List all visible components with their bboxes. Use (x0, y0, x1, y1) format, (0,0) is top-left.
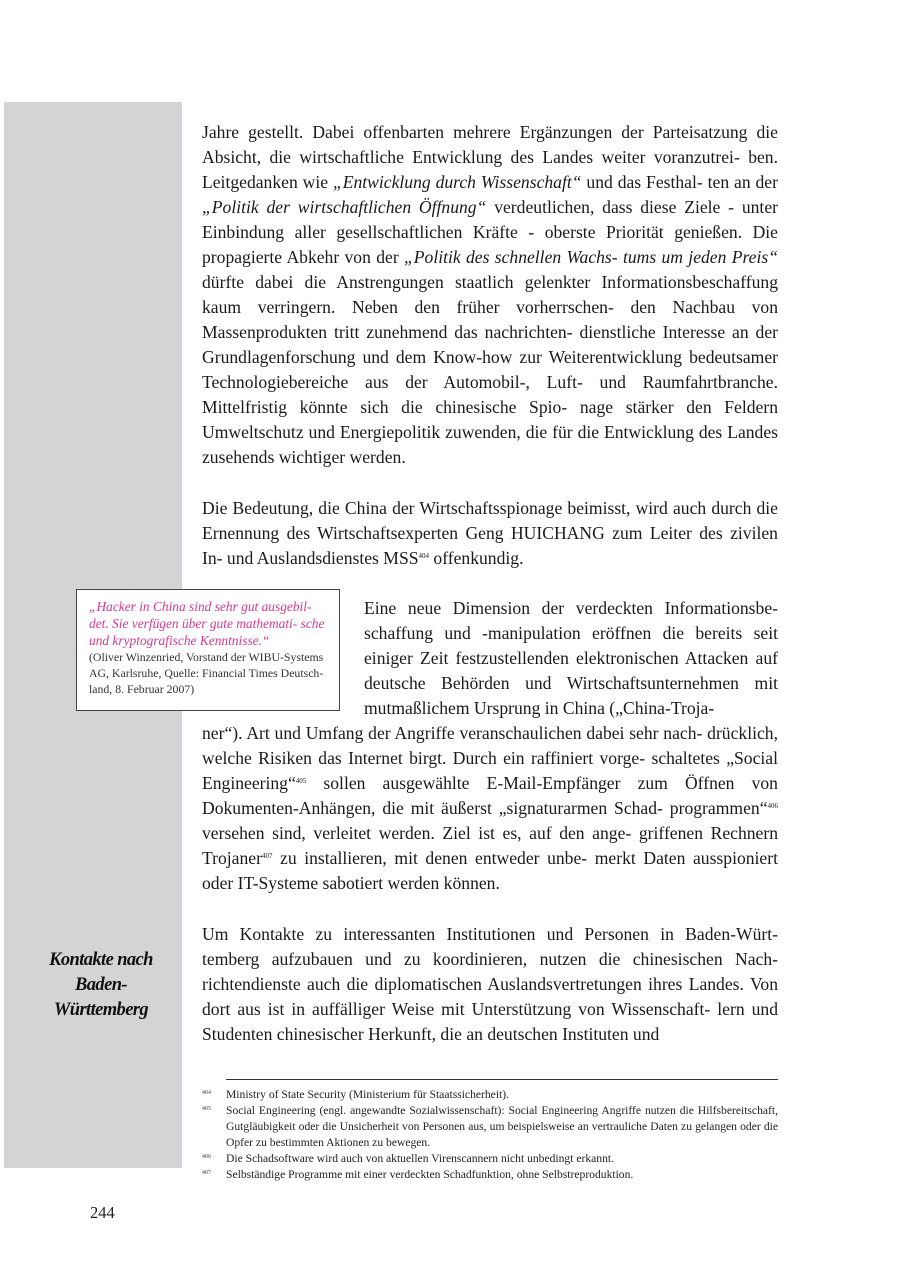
p3-line-2: temberg aufzubauen und zu koordinieren, nutzen die chinesischen Nach- (202, 949, 778, 969)
p1-line-4: ten an der „Politik der wirtschaftlichen Öffnung“ verdeutlichen, dass diese (202, 172, 778, 217)
paragraph-mss (202, 496, 778, 571)
footnote-rule (226, 1079, 778, 1080)
paragraph-attacks-tail (202, 721, 778, 896)
p1-line-9: den Nachbau von Massenprodukten tritt zunehmend das nachrichten- (202, 297, 778, 342)
p1-line-11: Weiterentwicklung bedeutsamer Technologiebereiche aus der Automobil-, (202, 347, 778, 392)
attacks-line-4: auf deutsche Behörden und Wirtschaftsunternehmen (364, 648, 778, 693)
quote-line-2: det. Sie verfügen über gute mathemati- (89, 616, 298, 631)
p1-line-1: Jahre gestellt. Dabei offenbarten mehrere Ergänzungen der Parteisatzung (202, 122, 748, 142)
p3-line-4: Von dort aus ist in auffälliger Weise mit Unterstützung von Wissenschaft- (202, 974, 778, 1019)
p1-line-10: dienstliche Interesse an der Grundlagenforschung und dem Know-how zur (202, 322, 778, 367)
margin-heading-line-1: Kontakte nach (49, 950, 153, 970)
p1-line-6: genießen. Die propagierte Abkehr von der „Politik des schnellen Wachs- (202, 222, 778, 267)
p1-line-2: die Absicht, die wirtschaftliche Entwicklung des Landes weiter voranzutrei- (202, 122, 778, 167)
attacks-line-11b: zu installieren, mit denen entweder unbe- (272, 848, 588, 868)
footnote-number: 405 (202, 1106, 211, 1112)
attacks-line-3: einiger Zeit festzustellenden elektronischen Attacken (364, 648, 749, 668)
attacks-line-5: mit mutmaßlichem Ursprung in China („China-Troja- (364, 673, 778, 718)
p1-line-8: Informationsbeschaffung kaum verringern. Neben den früher vorherrschen- (202, 272, 778, 317)
attacks-line-1: Eine neue Dimension der verdeckten Informationsbe- (364, 598, 778, 618)
footnote-text: Social Engineering (engl. angewandte Sozialwissenschaft): Social Engineering Angriffe nutzen die Hilfsbereitschaft, Gutgläubigkeit oder die Unsicherheit von Personen aus, um beispielsweise an vertrauliche Daten zu gelangen oder die Opfer zu bestimmten Aktionen zu bewegen. (226, 1104, 778, 1149)
attacks-line-2: schaffung und -manipulation eröffnen die bereits seit (364, 623, 778, 643)
footnote-text: Selbständige Programme mit einer verdeckten Schadfunktion, ohne Selbstreproduktion. (226, 1168, 634, 1181)
attacks-line-7: drücklich, welche Risiken das Internet birgt. Durch ein raffiniert vorge- (202, 723, 778, 768)
footnotes (202, 1087, 778, 1183)
quote-box (76, 589, 340, 711)
footnote-407 (202, 1167, 778, 1183)
quote-source-line-1: (Oliver Winzenried, Vorstand der WIBU-Systems (89, 650, 324, 664)
p1-line-7: tums um jeden Preis“ dürfte dabei die Anstrengungen staatlich gelenkter (202, 247, 778, 292)
footnote-number: 404 (202, 1090, 211, 1096)
attacks-line-6: ner“). Art und Umfang der Angriffe veranschaulichen dabei sehr nach- (202, 723, 703, 743)
attacks-line-10a: programmen“ (669, 798, 768, 818)
p1-line-13: nage stärker den Feldern Umweltschutz und Energiepolitik zuwenden, die (202, 397, 779, 442)
attacks-line-8a: schaltetes „Social Engineering“ (202, 748, 778, 793)
p3-line-5: lern und Studenten chinesischer Herkunft, die an deutschen Instituten und (202, 999, 778, 1044)
footnote-ref-405[interactable]: 405 (295, 777, 307, 785)
paragraph-contacts (202, 922, 778, 1047)
p2-line-2: durch die Ernennung des Wirtschaftsexperten Geng HUICHANG zum (202, 498, 778, 543)
p2-line-3-end: offenkundig. (429, 548, 524, 568)
footnote-ref-406[interactable]: 406 (767, 802, 778, 810)
attacks-line-12: merkt Daten ausspioniert oder IT-Systeme sabotiert werden können. (202, 848, 778, 893)
paragraph-attacks-head (364, 596, 778, 721)
footnote-406 (202, 1151, 778, 1167)
quote-line-3: sche und kryptografische Kenntnisse.“ (89, 616, 325, 648)
attacks-line-9: Öffnen von Dokumenten-Anhängen, die mit äußerst „signaturarmen Schad- (202, 773, 778, 818)
margin-heading (30, 948, 172, 1023)
quote-source-line-3: land, 8. Februar 2007) (89, 682, 195, 696)
p1-line-3: ben. Leitgedanken wie „Entwicklung durch Wissenschaft“ und das Festhal- (202, 147, 778, 192)
footnote-405 (202, 1103, 778, 1151)
p3-line-1: Um Kontakte zu interessanten Institutionen und Personen in Baden-Würt- (202, 924, 778, 944)
p2-line-1: Die Bedeutung, die China der Wirtschaftsspionage beimisst, wird auch (202, 498, 707, 518)
p2-line-3: Leiter des zivilen In- und Auslandsdienstes MSS (202, 523, 778, 568)
p1-line-5: Ziele - unter Einbindung aller gesellschaftlichen Kräfte - oberste Priorität (202, 197, 778, 242)
p1-line-12: Luft- und Raumfahrtbranche. Mittelfristig könnte sich die chinesische Spio- (202, 372, 778, 417)
margin-heading-line-3: Württemberg (53, 1000, 149, 1020)
footnote-404 (202, 1087, 778, 1103)
margin-heading-line-2: Baden- (75, 975, 127, 995)
footnote-ref-404[interactable]: 404 (418, 552, 430, 560)
attacks-line-8b: sollen ausgewählte E-Mail-Empfänger zum (306, 773, 668, 793)
quote-source-line-2: AG, Karlsruhe, Quelle: Financial Times Deutsch- (89, 666, 324, 680)
p3-line-3: richtendienste auch die diplomatischen Auslandsvertretungen ihres Landes. (202, 974, 744, 994)
footnote-ref-407[interactable]: 407 (261, 852, 273, 860)
paragraph-strategy (202, 120, 778, 470)
footnote-text: Ministry of State Security (Ministerium für Staatssicherheit). (226, 1088, 510, 1101)
quote-line-1: „Hacker in China sind sehr gut ausgebil- (89, 599, 312, 614)
page-number: 244 (90, 1203, 115, 1222)
footnote-text: Die Schadsoftware wird auch von aktuellen Virenscannern nicht unbedingt erkannt. (226, 1152, 614, 1165)
attacks-line-10b: versehen sind, verleitet werden. Ziel ist es, auf den ange- (202, 823, 632, 843)
footnote-number: 407 (202, 1170, 211, 1176)
quote-source (89, 649, 329, 697)
footnote-number: 406 (202, 1154, 211, 1160)
p1-line-14: für die Entwicklung des Landes zusehends wichtiger werden. (202, 422, 778, 467)
attacks-line-11a: griffenen Rechnern Trojaner (202, 823, 779, 868)
quote-text (89, 598, 329, 649)
